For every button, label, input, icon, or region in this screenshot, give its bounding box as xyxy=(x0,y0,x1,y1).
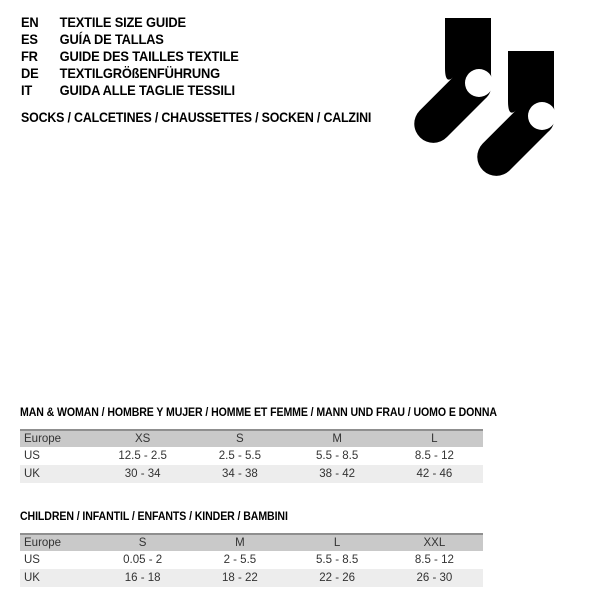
language-code: IT xyxy=(21,82,33,98)
sock-left xyxy=(414,18,493,143)
size-value: 34 - 38 xyxy=(221,468,258,480)
language-row-it xyxy=(21,82,239,99)
language-code: DE xyxy=(21,65,39,81)
language-code: EN xyxy=(21,14,39,30)
language-code: FR xyxy=(21,48,38,64)
category-heading: SOCKS / CALCETINES / CHAUSSETTES / SOCKEN / CALZINI xyxy=(21,110,372,125)
language-code: ES xyxy=(21,31,38,47)
language-row-en xyxy=(21,14,239,31)
column-header: XS xyxy=(134,433,151,445)
size-value: 2 - 5.5 xyxy=(223,554,257,566)
size-value: 5.5 - 8.5 xyxy=(316,450,359,462)
table-row-uk xyxy=(20,465,483,483)
column-header: L xyxy=(431,433,438,445)
language-label: GUIDA ALLE TAGLIE TESSILI xyxy=(59,82,235,98)
column-header: M xyxy=(332,433,342,445)
table-title: MAN & WOMAN / HOMBRE Y MUJER / HOMME ET FEMME / MANN UND FRAU / UOMO E DONNA xyxy=(20,405,497,419)
table-header-row xyxy=(20,431,483,447)
table-row-us xyxy=(20,551,483,569)
size-value: 26 - 30 xyxy=(416,572,453,584)
column-header: S xyxy=(236,433,244,445)
size-value: 0.05 - 2 xyxy=(123,554,163,566)
row-label: UK xyxy=(24,468,40,480)
row-label: US xyxy=(24,450,40,462)
language-label: TEXTILE SIZE GUIDE xyxy=(59,14,186,30)
size-value: 8.5 - 12 xyxy=(414,450,454,462)
language-list xyxy=(21,14,258,99)
language-label: GUIDE DES TAILLES TEXTILE xyxy=(59,48,239,64)
table-section-man-woman xyxy=(20,405,497,483)
row-label: US xyxy=(24,554,40,566)
language-row-de xyxy=(21,65,239,82)
column-header: M xyxy=(235,537,245,549)
size-value: 5.5 - 8.5 xyxy=(316,554,359,566)
socks-icon xyxy=(405,8,590,188)
size-value: 38 - 42 xyxy=(319,468,356,480)
size-value: 8.5 - 12 xyxy=(414,554,454,566)
size-value: 18 - 22 xyxy=(221,572,258,584)
table-row-uk xyxy=(20,569,483,587)
table-title: CHILDREN / INFANTIL / ENFANTS / KINDER / BAMBINI xyxy=(20,509,288,523)
size-table-man-woman xyxy=(20,429,483,483)
size-value: 16 - 18 xyxy=(124,572,161,584)
table-section-children xyxy=(20,510,483,587)
column-header-europe: Europe xyxy=(24,537,62,549)
size-value: 30 - 34 xyxy=(124,468,161,480)
row-label: UK xyxy=(24,572,40,584)
column-header: L xyxy=(333,537,341,549)
language-label: GUÍA DE TALLAS xyxy=(59,31,164,47)
column-header: XXL xyxy=(423,537,446,549)
language-row-es xyxy=(21,31,239,48)
size-value: 22 - 26 xyxy=(319,572,356,584)
size-value: 42 - 46 xyxy=(416,468,453,480)
size-table-children xyxy=(20,533,483,587)
language-label: TEXTILGRÖßENFÜHRUNG xyxy=(59,65,221,81)
column-header-europe: Europe xyxy=(24,433,62,445)
size-value: 2.5 - 5.5 xyxy=(218,450,261,462)
size-value: 12.5 - 2.5 xyxy=(118,450,167,462)
language-row-fr xyxy=(21,48,239,65)
table-row-us xyxy=(20,447,483,465)
table-header-row xyxy=(20,535,483,551)
column-header: S xyxy=(138,537,147,549)
